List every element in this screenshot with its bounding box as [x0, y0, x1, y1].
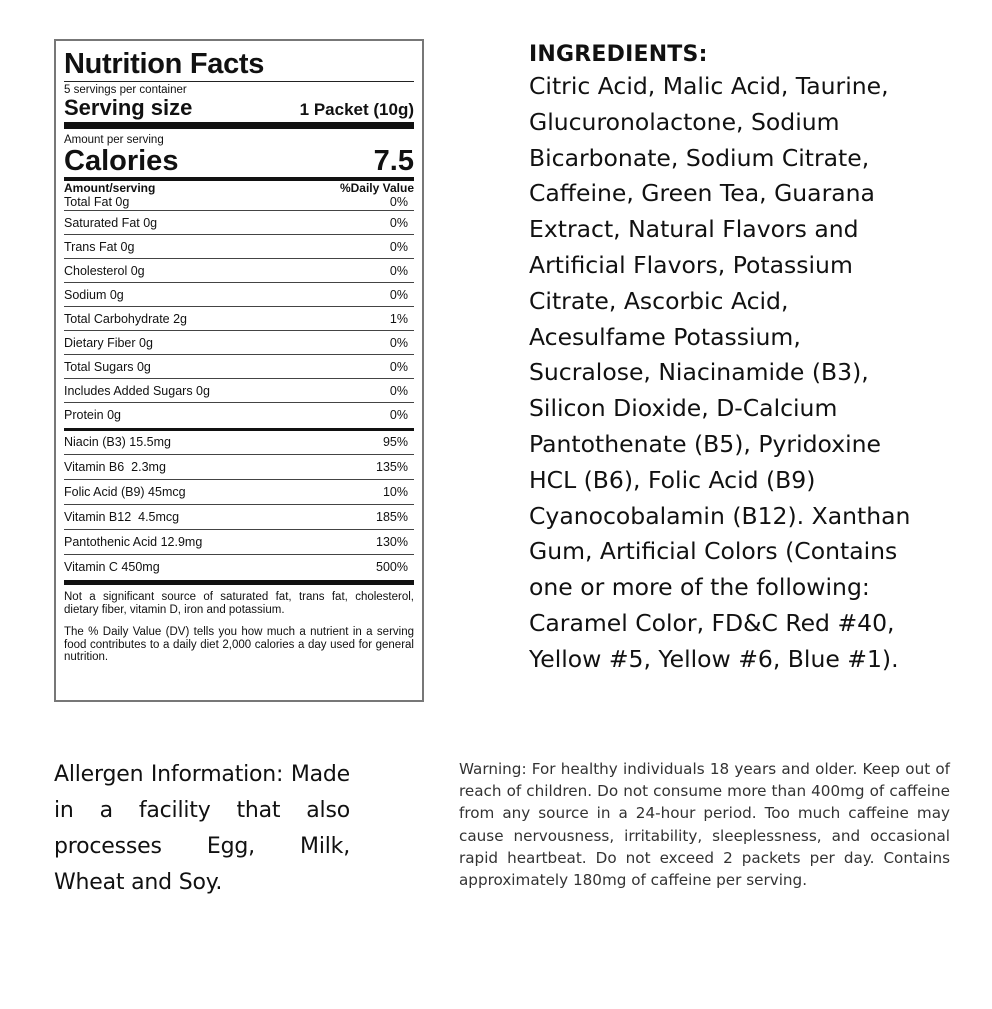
nutrient-dv: 0% [389, 408, 408, 422]
vitamin-dv: 500% [376, 560, 408, 574]
vitamin-row [64, 480, 414, 505]
footnote-significant-source: Not a significant source of saturated fat, trans fat, cholesterol, dietary fiber, vitamin D, iron and potassium. [64, 591, 414, 616]
vitamin-name: Vitamin C 450mg [64, 560, 160, 574]
nutrient-dv: 0% [389, 360, 408, 374]
nutrient-row [64, 379, 414, 403]
ingredients-section [529, 40, 929, 678]
vitamin-name: Niacin (B3) 15.5mg [64, 435, 171, 449]
nutrient-list [64, 195, 414, 428]
nutrient-row [64, 355, 414, 379]
nutrient-name: Cholesterol 0g [64, 264, 145, 278]
calories-value: 7.5 [373, 145, 414, 177]
nutrient-dv: 0% [389, 195, 408, 209]
serving-size-row [64, 96, 414, 122]
amount-per-serving: Amount per serving [64, 134, 164, 146]
vitamin-row [64, 505, 414, 530]
nutrient-name: Total Carbohydrate 2g [64, 312, 187, 326]
vitamin-name: Vitamin B12 4.5mcg [64, 510, 180, 524]
vitamin-row [64, 431, 414, 455]
ingredients-text: Citric Acid, Malic Acid, Taurine, Glucuronolactone, Sodium Bicarbonate, Sodium Citrate, Caffeine, Green Tea, Guarana Extract, Natural Flavors and Artificial Flavors, Potassium Citrate, Ascorbic Acid, Acesulfame Potassium, Sucralose, Niacinamide (B3), Silicon Dioxide, D-Calcium Pantothenate (B5), Pyridoxine HCL (B6), Folic Acid (B9) Cyanocobalamin (B12). Xanthan Gum, Artificial Colors (Contains one or more of the following: Caramel Color, FD&C Red #40, Yellow #5, Yellow #6, Blue #1). [529, 72, 911, 673]
ingredients-heading: INGREDIENTS: [529, 42, 708, 67]
serving-size-label: Serving size [64, 95, 193, 120]
warning-text: Warning: For healthy individuals 18 years and older. Keep out of reach of children. Do not consume more than 400mg of caffeine from any source in a 24-hour period. Too much caffeine may cause nervousness, irritability, sleeplessness, and occasional rapid heartbeat. Do not exceed 2 packets per day. Contains approximately 180mg of caffeine per serving. [459, 760, 950, 890]
nutrient-dv: 0% [389, 288, 408, 302]
vitamin-name: Vitamin B6 2.3mg [64, 460, 166, 474]
nutrient-row [64, 235, 414, 259]
vitamin-name: Folic Acid (B9) 45mcg [64, 485, 186, 499]
nutrient-row [64, 195, 414, 211]
vitamin-dv: 10% [382, 485, 408, 499]
calories-row [64, 145, 414, 177]
nutrient-row [64, 307, 414, 331]
nutrient-dv: 1% [389, 312, 408, 326]
vitamin-dv: 130% [376, 535, 408, 549]
servings-per-container: 5 servings per container [64, 84, 187, 96]
nutrient-name: Dietary Fiber 0g [64, 336, 153, 350]
nutrient-row [64, 403, 414, 428]
vitamin-list [64, 428, 414, 580]
calories-label: Calories [64, 145, 179, 177]
nutrient-row [64, 259, 414, 283]
nutrient-dv: 0% [389, 384, 408, 398]
vitamin-dv: 95% [382, 435, 408, 449]
nutrient-dv: 0% [389, 216, 408, 230]
footnote-daily-value: The % Daily Value (DV) tells you how much a nutrient in a serving food contributes to a daily diet 2,000 calories a day used for general nutrition. [64, 626, 414, 663]
nutrient-name: Total Sugars 0g [64, 360, 151, 374]
nutrient-row [64, 331, 414, 355]
vitamin-row [64, 555, 414, 580]
nutrient-row [64, 211, 414, 235]
nutrient-name: Includes Added Sugars 0g [64, 384, 210, 398]
divider-heavy [64, 122, 414, 129]
percent-daily-value-header: %Daily Value [339, 181, 414, 195]
nutrient-name: Total Fat 0g [64, 195, 130, 209]
vitamin-row [64, 455, 414, 480]
nutrient-name: Sodium 0g [64, 288, 124, 302]
amount-serving-header: Amount/serving [64, 181, 156, 195]
vitamin-dv: 135% [376, 460, 408, 474]
divider [64, 81, 414, 82]
footnotes [64, 580, 414, 664]
nutrient-dv: 0% [389, 264, 408, 278]
nutrition-facts-title: Nutrition Facts [64, 48, 265, 80]
nutrient-name: Saturated Fat 0g [64, 216, 158, 230]
nutrient-dv: 0% [389, 336, 408, 350]
nutrient-dv: 0% [389, 240, 408, 254]
vitamin-dv: 185% [376, 510, 408, 524]
nutrient-name: Trans Fat 0g [64, 240, 135, 254]
nutrient-row [64, 283, 414, 307]
nutrient-name: Protein 0g [64, 408, 121, 422]
allergen-information: Allergen Information: Made in a facility that also processes Egg, Milk, Wheat and Soy. [54, 762, 350, 895]
vitamin-name: Pantothenic Acid 12.9mg [64, 535, 203, 549]
daily-value-header [64, 182, 414, 195]
vitamin-row [64, 530, 414, 555]
nutrition-facts-panel [54, 39, 424, 702]
serving-size-value: 1 Packet (10g) [299, 100, 414, 119]
